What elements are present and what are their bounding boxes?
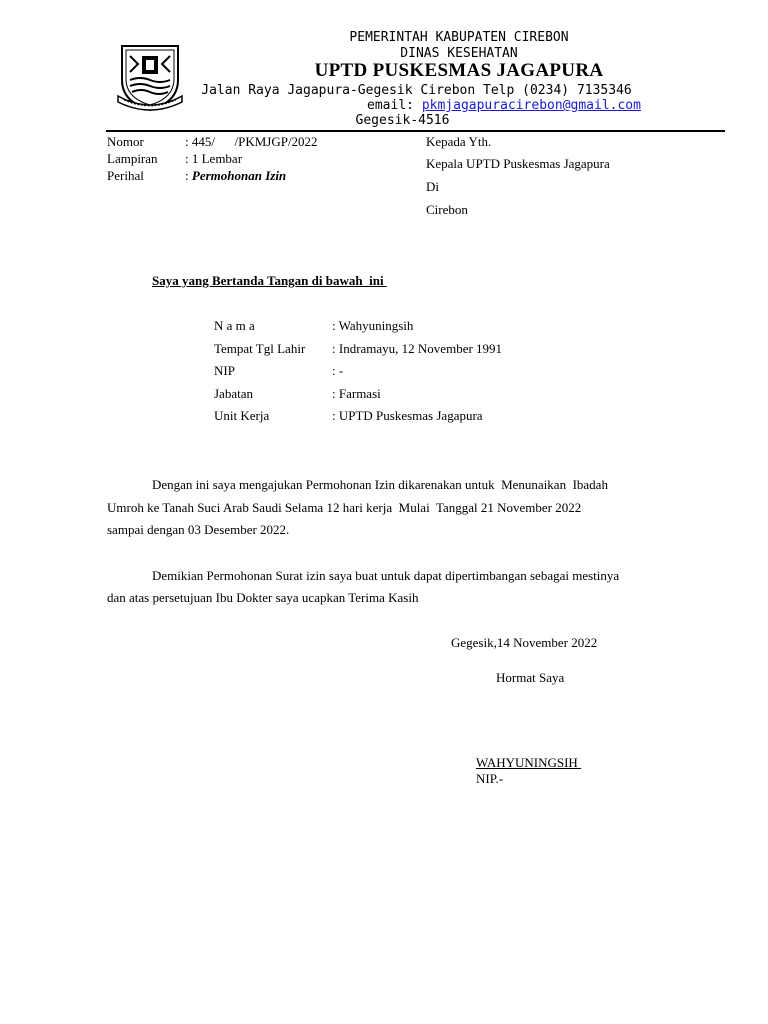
body-paragraph-1-line-3: sampai dengan 03 Desember 2022. xyxy=(107,522,290,537)
identity-value-nip: : - xyxy=(332,363,344,378)
identity-label-name: N a m a xyxy=(214,318,255,333)
perihal-value: Permohonan Izin xyxy=(191,168,287,183)
identity-value-birth: : Indramayu, 12 November 1991 xyxy=(332,341,503,356)
recipient-line-1: Kepada Yth. xyxy=(426,134,492,149)
recipient-line-4: Cirebon xyxy=(426,202,468,217)
closing-place-date: Gegesik,14 November 2022 xyxy=(451,635,598,650)
body-paragraph-2-line-1: Demikian Permohonan Surat izin saya buat untuk dapat dipertimbangan sebagai mestinya xyxy=(152,568,620,583)
recipient-line-2: Kepala UPTD Puskesmas Jagapura xyxy=(426,156,610,171)
closing-greeting: Hormat Saya xyxy=(496,670,565,685)
identity-label-birth: Tempat Tgl Lahir xyxy=(214,341,306,356)
letterhead-divider xyxy=(106,130,725,132)
letterhead-government: PEMERINTAH KABUPATEN CIREBON xyxy=(349,30,569,45)
identity-label-position: Jabatan xyxy=(214,386,253,401)
lampiran-value: : 1 Lembar xyxy=(185,151,243,166)
letterhead-postal: Gegesik-4516 xyxy=(355,113,450,128)
letterhead-address: Jalan Raya Jagapura-Gegesik Cirebon Telp (0234) 7135346 xyxy=(201,83,632,98)
email-link[interactable]: pkmjagapuracirebon@gmail.com xyxy=(421,98,641,113)
perihal-colon: : xyxy=(185,168,192,183)
regency-emblem-icon xyxy=(116,40,184,112)
lampiran-label: Lampiran xyxy=(107,151,158,166)
signatory-nip: NIP.- xyxy=(476,771,504,786)
body-paragraph-1-line-1: Dengan ini saya mengajukan Permohonan Izin dikarenakan untuk Menunaikan Ibadah xyxy=(152,477,608,492)
letterhead-institution: UPTD PUSKESMAS JAGAPURA xyxy=(314,60,604,81)
recipient-line-3: Di xyxy=(426,179,439,194)
letterhead-email-line xyxy=(195,98,768,113)
identity-value-unit: : UPTD Puskesmas Jagapura xyxy=(332,408,483,423)
nomor-value: : 445/ /PKMJGP/2022 xyxy=(185,134,318,149)
signatory-name: WAHYUNINGSIH xyxy=(476,755,582,770)
intro-statement: Saya yang Bertanda Tangan di bawah ini xyxy=(152,273,387,288)
perihal-row xyxy=(185,168,286,184)
identity-label-nip: NIP xyxy=(214,363,235,378)
nomor-label: Nomor xyxy=(107,134,144,149)
perihal-label: Perihal xyxy=(107,168,144,183)
email-label: email: xyxy=(367,98,422,113)
body-paragraph-2-line-2: dan atas persetujuan Ibu Dokter saya ucapkan Terima Kasih xyxy=(107,590,419,605)
body-paragraph-1-line-2: Umroh ke Tanah Suci Arab Saudi Selama 12 hari kerja Mulai Tanggal 21 November 2022 xyxy=(107,500,582,515)
identity-value-position: : Farmasi xyxy=(332,386,381,401)
identity-value-name: : Wahyuningsih xyxy=(332,318,414,333)
letterhead-department: DINAS KESEHATAN xyxy=(400,46,518,61)
identity-label-unit: Unit Kerja xyxy=(214,408,270,423)
